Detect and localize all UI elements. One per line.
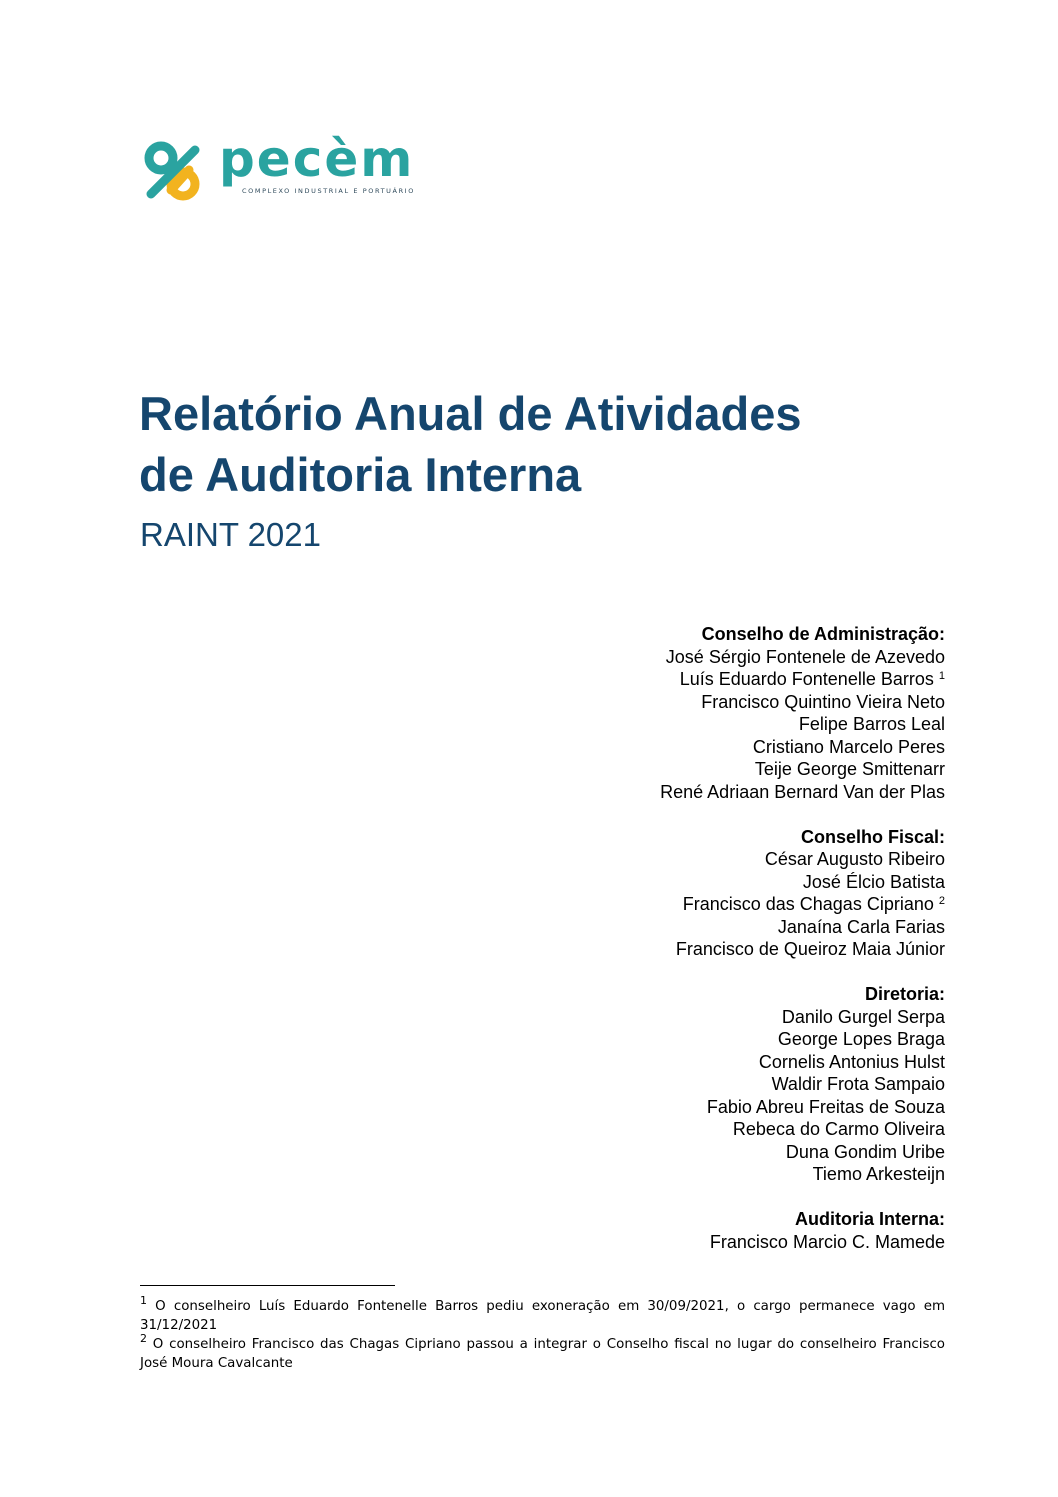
member-name-text: José Élcio Batista (802, 871, 945, 892)
member-name-text: Waldir Frota Sampaio (771, 1074, 945, 1094)
logo-tagline: COMPLEXO INDUSTRIAL E PORTUÁRIO (242, 187, 415, 195)
member-name (660, 646, 945, 669)
member-name-text: Luís Eduardo Fontenelle Barros (679, 669, 934, 689)
member-name (660, 1118, 945, 1141)
pecem-logo (141, 130, 431, 204)
member-name (660, 848, 945, 871)
footnote (140, 1332, 945, 1373)
footnote-mark: 1 (140, 1294, 147, 1307)
footnote (140, 1294, 945, 1335)
member-name-text: Fabio Abreu Freitas de Souza (706, 1096, 945, 1117)
member-name-text: Janaína Carla Farias (777, 916, 945, 937)
member-group (660, 983, 945, 1186)
member-group (660, 623, 945, 803)
member-name (660, 1051, 945, 1074)
report-title-line-2: de Auditoria Interna (139, 448, 582, 501)
member-name-text: Cristiano Marcelo Peres (752, 736, 945, 757)
member-name (660, 713, 945, 736)
footnote-reference: 2 (938, 895, 945, 907)
member-name-text: Teije George Smittenarr (754, 759, 945, 779)
pecem-symbol-icon (141, 140, 205, 204)
member-name-text: Felipe Barros Leal (798, 714, 945, 734)
member-name-text: José Sérgio Fontenele de Azevedo (665, 646, 945, 667)
member-name (660, 758, 945, 781)
member-name-text: Danilo Gurgel Serpa (781, 1006, 945, 1027)
member-name-text: Francisco Quintino Vieira Neto (701, 691, 945, 712)
member-name (660, 691, 945, 714)
footnote-text: O conselheiro Francisco das Chagas Cipriano passou a integrar o Conselho fiscal no lugar do conselheiro Francisco José Moura Cavalcante (140, 1337, 945, 1371)
member-name (660, 781, 945, 804)
member-name (660, 1141, 945, 1164)
member-name (660, 1028, 945, 1051)
member-name (660, 938, 945, 961)
logo-wordmark: pecèm (219, 130, 415, 188)
group-heading: Auditoria Interna: (794, 1209, 945, 1229)
group-heading: Conselho Fiscal: (800, 826, 945, 847)
group-heading: Conselho de Administração: (701, 624, 945, 644)
report-subtitle: RAINT 2021 (140, 516, 321, 553)
member-name (660, 893, 945, 916)
member-name (660, 1163, 945, 1186)
member-group (660, 826, 945, 961)
footnote-divider (140, 1285, 395, 1286)
member-group (660, 1208, 945, 1253)
report-title (139, 383, 999, 505)
member-name-text: George Lopes Braga (777, 1029, 945, 1049)
member-name-text: Cornelis Antonius Hulst (758, 1051, 945, 1072)
member-name (660, 1006, 945, 1029)
member-name-text: Tiemo Arkesteijn (812, 1164, 945, 1184)
footnote-text: O conselheiro Luís Eduardo Fontenelle Barros pediu exoneração em 30/09/2021, o cargo permanece vago em 31/12/2021 (140, 1299, 945, 1333)
group-heading: Diretoria: (864, 984, 945, 1004)
footnote-mark: 2 (140, 1332, 147, 1345)
footnote-reference: 1 (938, 670, 945, 682)
member-name-text: Rebeca do Carmo Oliveira (732, 1119, 945, 1139)
member-name (660, 668, 945, 691)
report-title-line-1: Relatório Anual de Atividades (139, 387, 802, 440)
member-name (660, 871, 945, 894)
footnotes (140, 1294, 945, 1373)
member-name (660, 1073, 945, 1096)
member-name-text: Francisco Marcio C. Mamede (709, 1231, 945, 1252)
member-name (660, 736, 945, 759)
member-name-text: Duna Gondim Uribe (785, 1141, 945, 1162)
member-name-text: René Adriaan Bernard Van der Plas (660, 781, 945, 802)
member-name-text: Francisco de Queiroz Maia Júnior (675, 939, 945, 959)
members-list (660, 623, 945, 1253)
member-name (660, 1231, 945, 1254)
member-name-text: Francisco das Chagas Cipriano (682, 894, 934, 914)
member-name (660, 1096, 945, 1119)
member-name (660, 916, 945, 939)
member-name-text: César Augusto Ribeiro (764, 849, 945, 869)
